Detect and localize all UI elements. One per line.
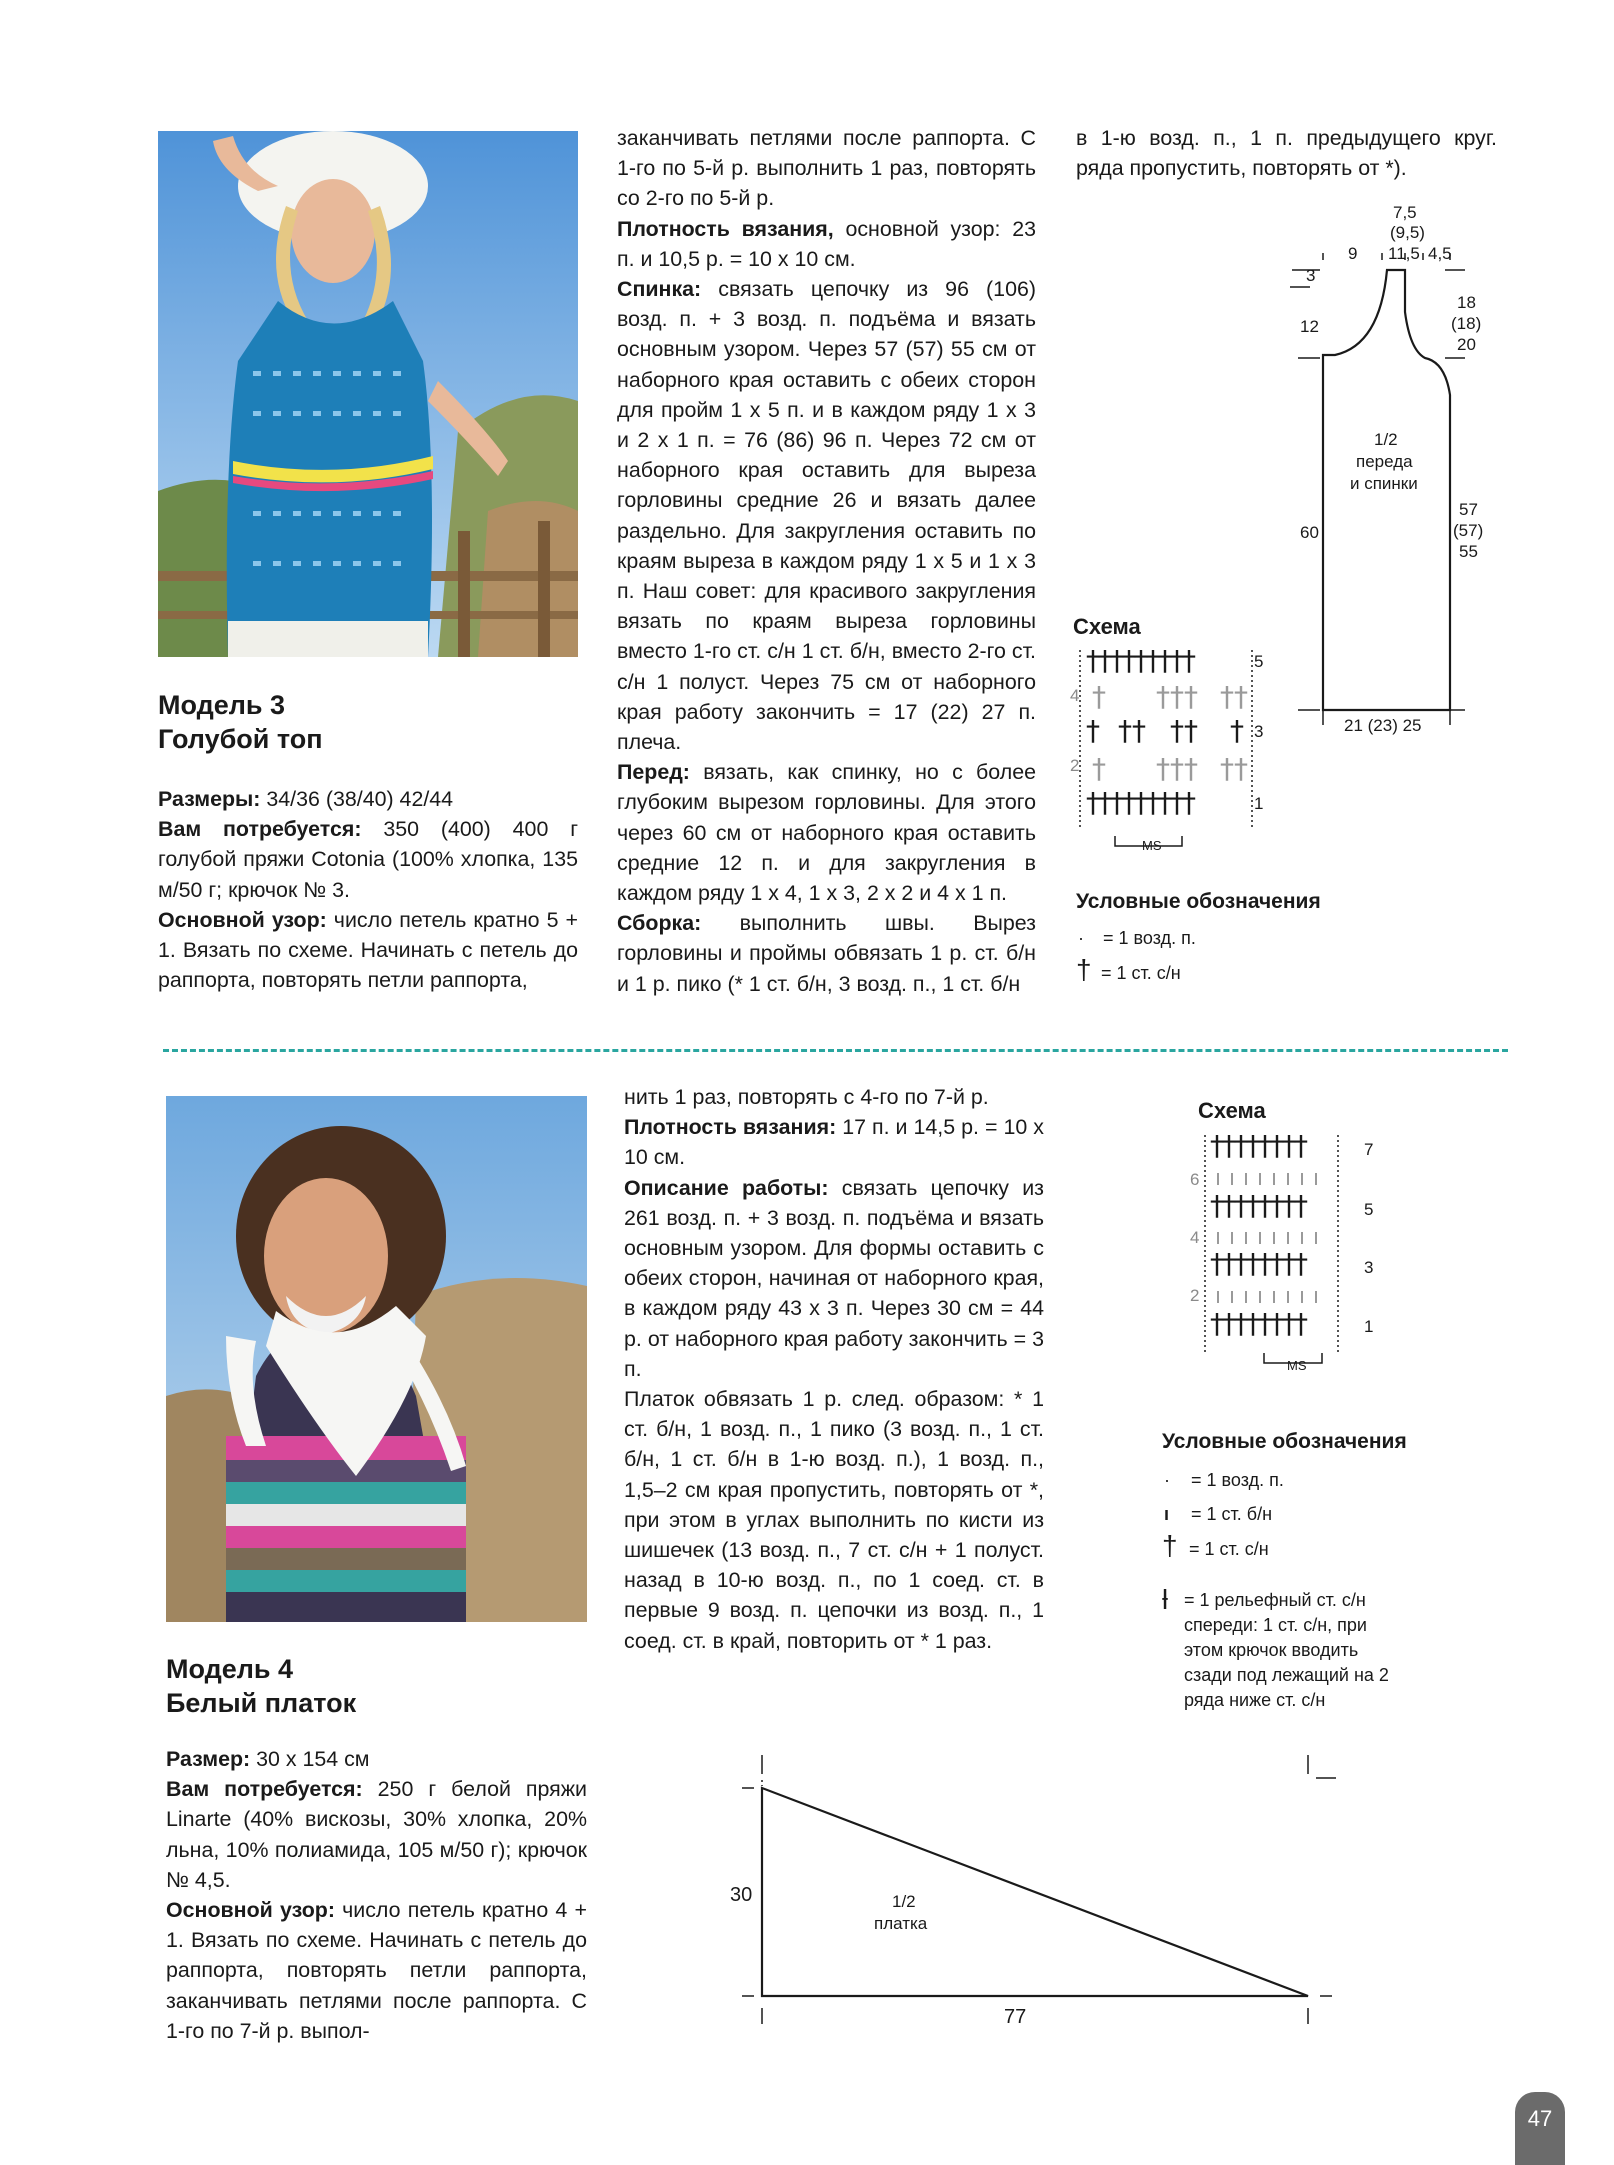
label: Размеры: <box>158 787 261 811</box>
symbol-icon: ı <box>1164 1504 1170 1524</box>
model4-schema-title: Схема <box>1198 1098 1266 1123</box>
model3-title-line2: Голубой топ <box>158 724 323 754</box>
m3-center3: и спинки <box>1350 474 1418 493</box>
page-number: 47 <box>1515 2092 1565 2165</box>
para <box>617 123 1036 214</box>
model4-pattern-diagram <box>720 1750 1360 2025</box>
model3-mid-col <box>617 123 1036 999</box>
model3-left-col <box>158 784 578 995</box>
m3-center2: переда <box>1356 452 1413 471</box>
label: Перед: <box>617 760 690 785</box>
value: число петель кратно 4 + 1. Вязать по схеме. Начинать с петель до раппорта, повторять петли раппорта, заканчивать петлями после раппорта. С 1-го по 7-й р. выпол- <box>166 1898 587 2043</box>
m3-dim-left-12: 12 <box>1300 317 1319 336</box>
model3-title <box>158 688 578 756</box>
m3-dim-right-20: 20 <box>1457 335 1476 354</box>
label: Плотность вязания, <box>617 216 834 241</box>
m3-dim-left-60: 60 <box>1300 523 1319 542</box>
model3-title-line1: Модель 3 <box>158 690 286 720</box>
svg-text:†: † <box>1092 680 1106 713</box>
label: Основной узор: <box>158 907 327 932</box>
symbol-icon: † <box>1162 1530 1178 1561</box>
m3-dim-bottom: 21 (23) 25 <box>1344 716 1422 735</box>
value: вязать, как спинку, но с более глубоким вырезом горловины. Для этого через 60 см от наборного края оставить средние 12 п. и для закругления в каждом ряду 1 х 4, 1 х 3, 2 х 2 и 4 х 1 п. <box>617 760 1036 906</box>
m4-ms-label: MS <box>1287 1358 1307 1373</box>
m4-row4: 4 <box>1190 1228 1200 1247</box>
m3-dim-right-18b: (18) <box>1451 314 1482 333</box>
svg-text:†: † <box>1230 714 1244 747</box>
svg-text:†: † <box>1086 714 1098 747</box>
model3-legend-title: Условные обозначения <box>1076 890 1321 913</box>
value: заканчивать петлями после раппорта. С 1-го по 5-й р. выполнить 1 раз, повторять со 2-го по 5-й р. <box>617 126 1036 211</box>
svg-text:††††††††: †††††††† <box>1210 1247 1306 1280</box>
model4-materials <box>166 1774 587 1895</box>
svg-text:†††: ††† <box>1156 752 1198 785</box>
model4-schema-chart <box>1190 1125 1370 1380</box>
para <box>617 908 1036 999</box>
m3-dim-top4: 4,5 <box>1428 244 1452 263</box>
label: Плотность вязания: <box>624 1115 837 1140</box>
m3-row4: 4 <box>1070 686 1080 705</box>
m3-dim-top2: (9,5) <box>1390 223 1425 242</box>
svg-text:†††††††††: ††††††††† <box>1086 786 1194 819</box>
label: Сборка: <box>617 911 702 936</box>
para <box>624 1173 1044 1384</box>
value: 350 (400) 400 г голубой пряжи Cotonia (100% хлопка, 135 м/50 г; крючок № 3. <box>158 817 578 902</box>
model3-photo <box>158 131 578 657</box>
m3-ms-label: MS <box>1142 838 1162 853</box>
m3-center1: 1/2 <box>1374 430 1398 449</box>
model4-title-line1: Модель 4 <box>166 1654 294 1684</box>
m3-dim-top3: 11,5 <box>1388 244 1420 263</box>
para <box>624 1112 1044 1172</box>
model3-legend-item-1 <box>1078 926 1196 950</box>
model3-pattern <box>158 905 578 996</box>
label: Размер: <box>166 1747 251 1771</box>
model4-legend-item-1 <box>1164 1468 1284 1492</box>
value: выполнить швы. Вырез горловины и проймы обвязать 1 р. ст. б/н и 1 р. пико (* 1 ст. б/н, 3 возд. п., 1 ст. б/н <box>617 911 1036 996</box>
model4-mid-col <box>624 1082 1044 1656</box>
para <box>624 1082 1044 1112</box>
svg-text:††: †† <box>1170 714 1198 747</box>
value: 17 п. и 14,5 р. = 10 х 10 см. <box>624 1115 1044 1170</box>
m4-row2: 2 <box>1190 1286 1200 1305</box>
model3-schema-chart <box>1070 640 1270 855</box>
model4-title-line2: Белый платок <box>166 1688 357 1718</box>
value: число петель кратно 5 + 1. Вязать по схеме. Начинать с петель до раппорта, повторять петли раппорта, <box>158 907 578 993</box>
model4-legend-item-4 <box>1162 1584 1402 1713</box>
value: связать цепочку из 96 (106) возд. п. + 3 возд. п. подъёма и вязать основным узором. Через 57 (57) 55 см от наборного края оставить с обеих сторон для пройм 1 х 5 п. и в каждом ряду 1 х 3 и 2 х 1 п. = 76 (86) 96 п. Через 72 см от наборного края оставить для выреза горловины средние 26 и вязать далее раздельно. Для закругления оставить по краям выреза в каждом ряду 1 х 5 и 1 х 3 п. Наш совет: для красивого закругления вязать по краям выреза горловины вместо 1-го ст. с/н 1 ст. б/н, вместо 2-го ст. с/н 1 полуст. Через 75 см от наборного края работу закончить = 17 (22) 27 п. плеча. <box>617 277 1036 755</box>
symbol-icon: · <box>1164 1470 1170 1490</box>
value: основной узор: 23 п. и 10,5 р. = 10 х 10 см. <box>617 216 1036 271</box>
m4-dim-left: 30 <box>730 1884 753 1906</box>
label: Вам потребуется: <box>158 817 362 842</box>
svg-text:††: †† <box>1220 680 1248 713</box>
model4-legend-item-3 <box>1162 1530 1269 1561</box>
label: Описание работы: <box>624 1175 829 1200</box>
label: Спинка: <box>617 277 702 302</box>
m3-row5: 5 <box>1254 652 1264 671</box>
legend-text: = 1 ст. с/н <box>1101 963 1181 983</box>
symbol-icon: † <box>1076 954 1092 985</box>
label: Основной узор: <box>166 1898 335 1923</box>
legend-text: = 1 ст. б/н <box>1191 1504 1273 1524</box>
svg-text:††††††††: †††††††† <box>1210 1307 1306 1340</box>
m4-row5: 5 <box>1364 1200 1374 1219</box>
value: 34/36 (38/40) 42/44 <box>260 787 454 811</box>
value: 30 х 154 см <box>250 1747 370 1771</box>
para <box>624 1384 1044 1656</box>
svg-text:††††††††: †††††††† <box>1210 1129 1306 1162</box>
triangle-outline <box>762 1788 1308 1996</box>
svg-text:†††††††††: ††††††††† <box>1086 644 1194 677</box>
value: связать цепочку из 261 возд. п. + 3 возд. п. подъёма и вязать основным узором. Для формы оставить с обеих сторон, начиная от наборного края, в каждом ряду 43 х 3 п. Через 30 см = 44 р. от наборного края работу закончить = 3 п. <box>624 1175 1044 1381</box>
legend-text: = 1 рельефный ст. с/н спереди: 1 ст. с/н, при этом крючок вводить сзади под лежащий на 2 ряда ниже ст. с/н <box>1184 1590 1389 1710</box>
svg-text:††: †† <box>1118 714 1146 747</box>
legend-text: = 1 ст. с/н <box>1189 1539 1269 1559</box>
label: Вам потребуется: <box>166 1777 363 1802</box>
para <box>617 757 1036 908</box>
model4-legend-item-2 <box>1164 1502 1272 1526</box>
m4-center1: 1/2 <box>892 1892 916 1911</box>
m3-row1: 1 <box>1254 794 1264 813</box>
m3-dim-right-18: 18 <box>1457 293 1476 312</box>
symbol-icon: · <box>1078 928 1084 948</box>
m3-dim-right-55: 55 <box>1459 542 1478 561</box>
m4-row1: 1 <box>1364 1317 1374 1336</box>
model4-size <box>166 1744 587 1774</box>
section-divider <box>163 1049 1508 1052</box>
model4-pattern <box>166 1895 587 2046</box>
para <box>617 274 1036 757</box>
symbol-icon: ƚ <box>1162 1584 1169 1615</box>
model4-photo <box>166 1096 587 1622</box>
svg-text:††: †† <box>1220 752 1248 785</box>
m4-row3: 3 <box>1364 1258 1374 1277</box>
svg-text:†: † <box>1092 752 1106 785</box>
model3-legend-item-2 <box>1076 954 1181 985</box>
model4-left-col <box>166 1744 587 2046</box>
m4-row6: 6 <box>1190 1170 1200 1189</box>
legend-text: = 1 возд. п. <box>1191 1470 1284 1490</box>
value: 250 г белой пряжи Linarte (40% вискозы, 30% хлопка, 20% льна, 10% полиамида, 105 м/50 г); крючок № 4,5. <box>166 1777 587 1892</box>
m4-row7: 7 <box>1364 1140 1374 1159</box>
m4-center2: платка <box>874 1914 928 1933</box>
para <box>617 214 1036 274</box>
m3-dim-left-3: 3 <box>1306 266 1316 285</box>
model3-materials <box>158 814 578 905</box>
m3-dim-right-57b: (57) <box>1453 521 1484 540</box>
m3-dim-top1: 7,5 <box>1393 203 1417 222</box>
value: нить 1 раз, повторять с 4-го по 7-й р. <box>624 1085 989 1109</box>
legend-text: = 1 возд. п. <box>1103 928 1196 948</box>
model3-right-col-text: в 1-ю возд. п., 1 п. предыдущего круг. ряда пропустить, повторять от *). <box>1076 126 1497 181</box>
svg-text:††††††††: †††††††† <box>1210 1189 1306 1222</box>
model4-legend-title: Условные обозначения <box>1162 1430 1407 1453</box>
model3-schema-title: Схема <box>1073 614 1141 639</box>
model3-sizes <box>158 784 578 814</box>
m3-row2: 2 <box>1070 756 1080 775</box>
model4-title <box>166 1652 587 1720</box>
m3-dim-right-57: 57 <box>1459 500 1478 519</box>
m3-dim-top-left: 9 <box>1348 244 1358 263</box>
m3-row3: 3 <box>1254 722 1264 741</box>
m4-dim-bottom: 77 <box>1004 2006 1027 2028</box>
svg-text:†††: ††† <box>1156 680 1198 713</box>
value: Платок обвязать 1 р. след. образом: * 1 ст. б/н, 1 возд. п., 1 пико (3 возд. п., 1 ст. б/н, 1 ст. б/н в 1-ю возд. п.), 1 возд. п., 1,5–2 см края пропустить, повторять от *, при этом в углах выполнить по кисти из шишечек (13 возд. п., 7 ст. с/н + 1 полуст. назад в 10-ю возд. п., по 1 соед. ст. в первые 9 возд. п. цепочки из возд. п., 1 соед. ст. в край, повторить от * 1 раз. <box>624 1387 1044 1653</box>
